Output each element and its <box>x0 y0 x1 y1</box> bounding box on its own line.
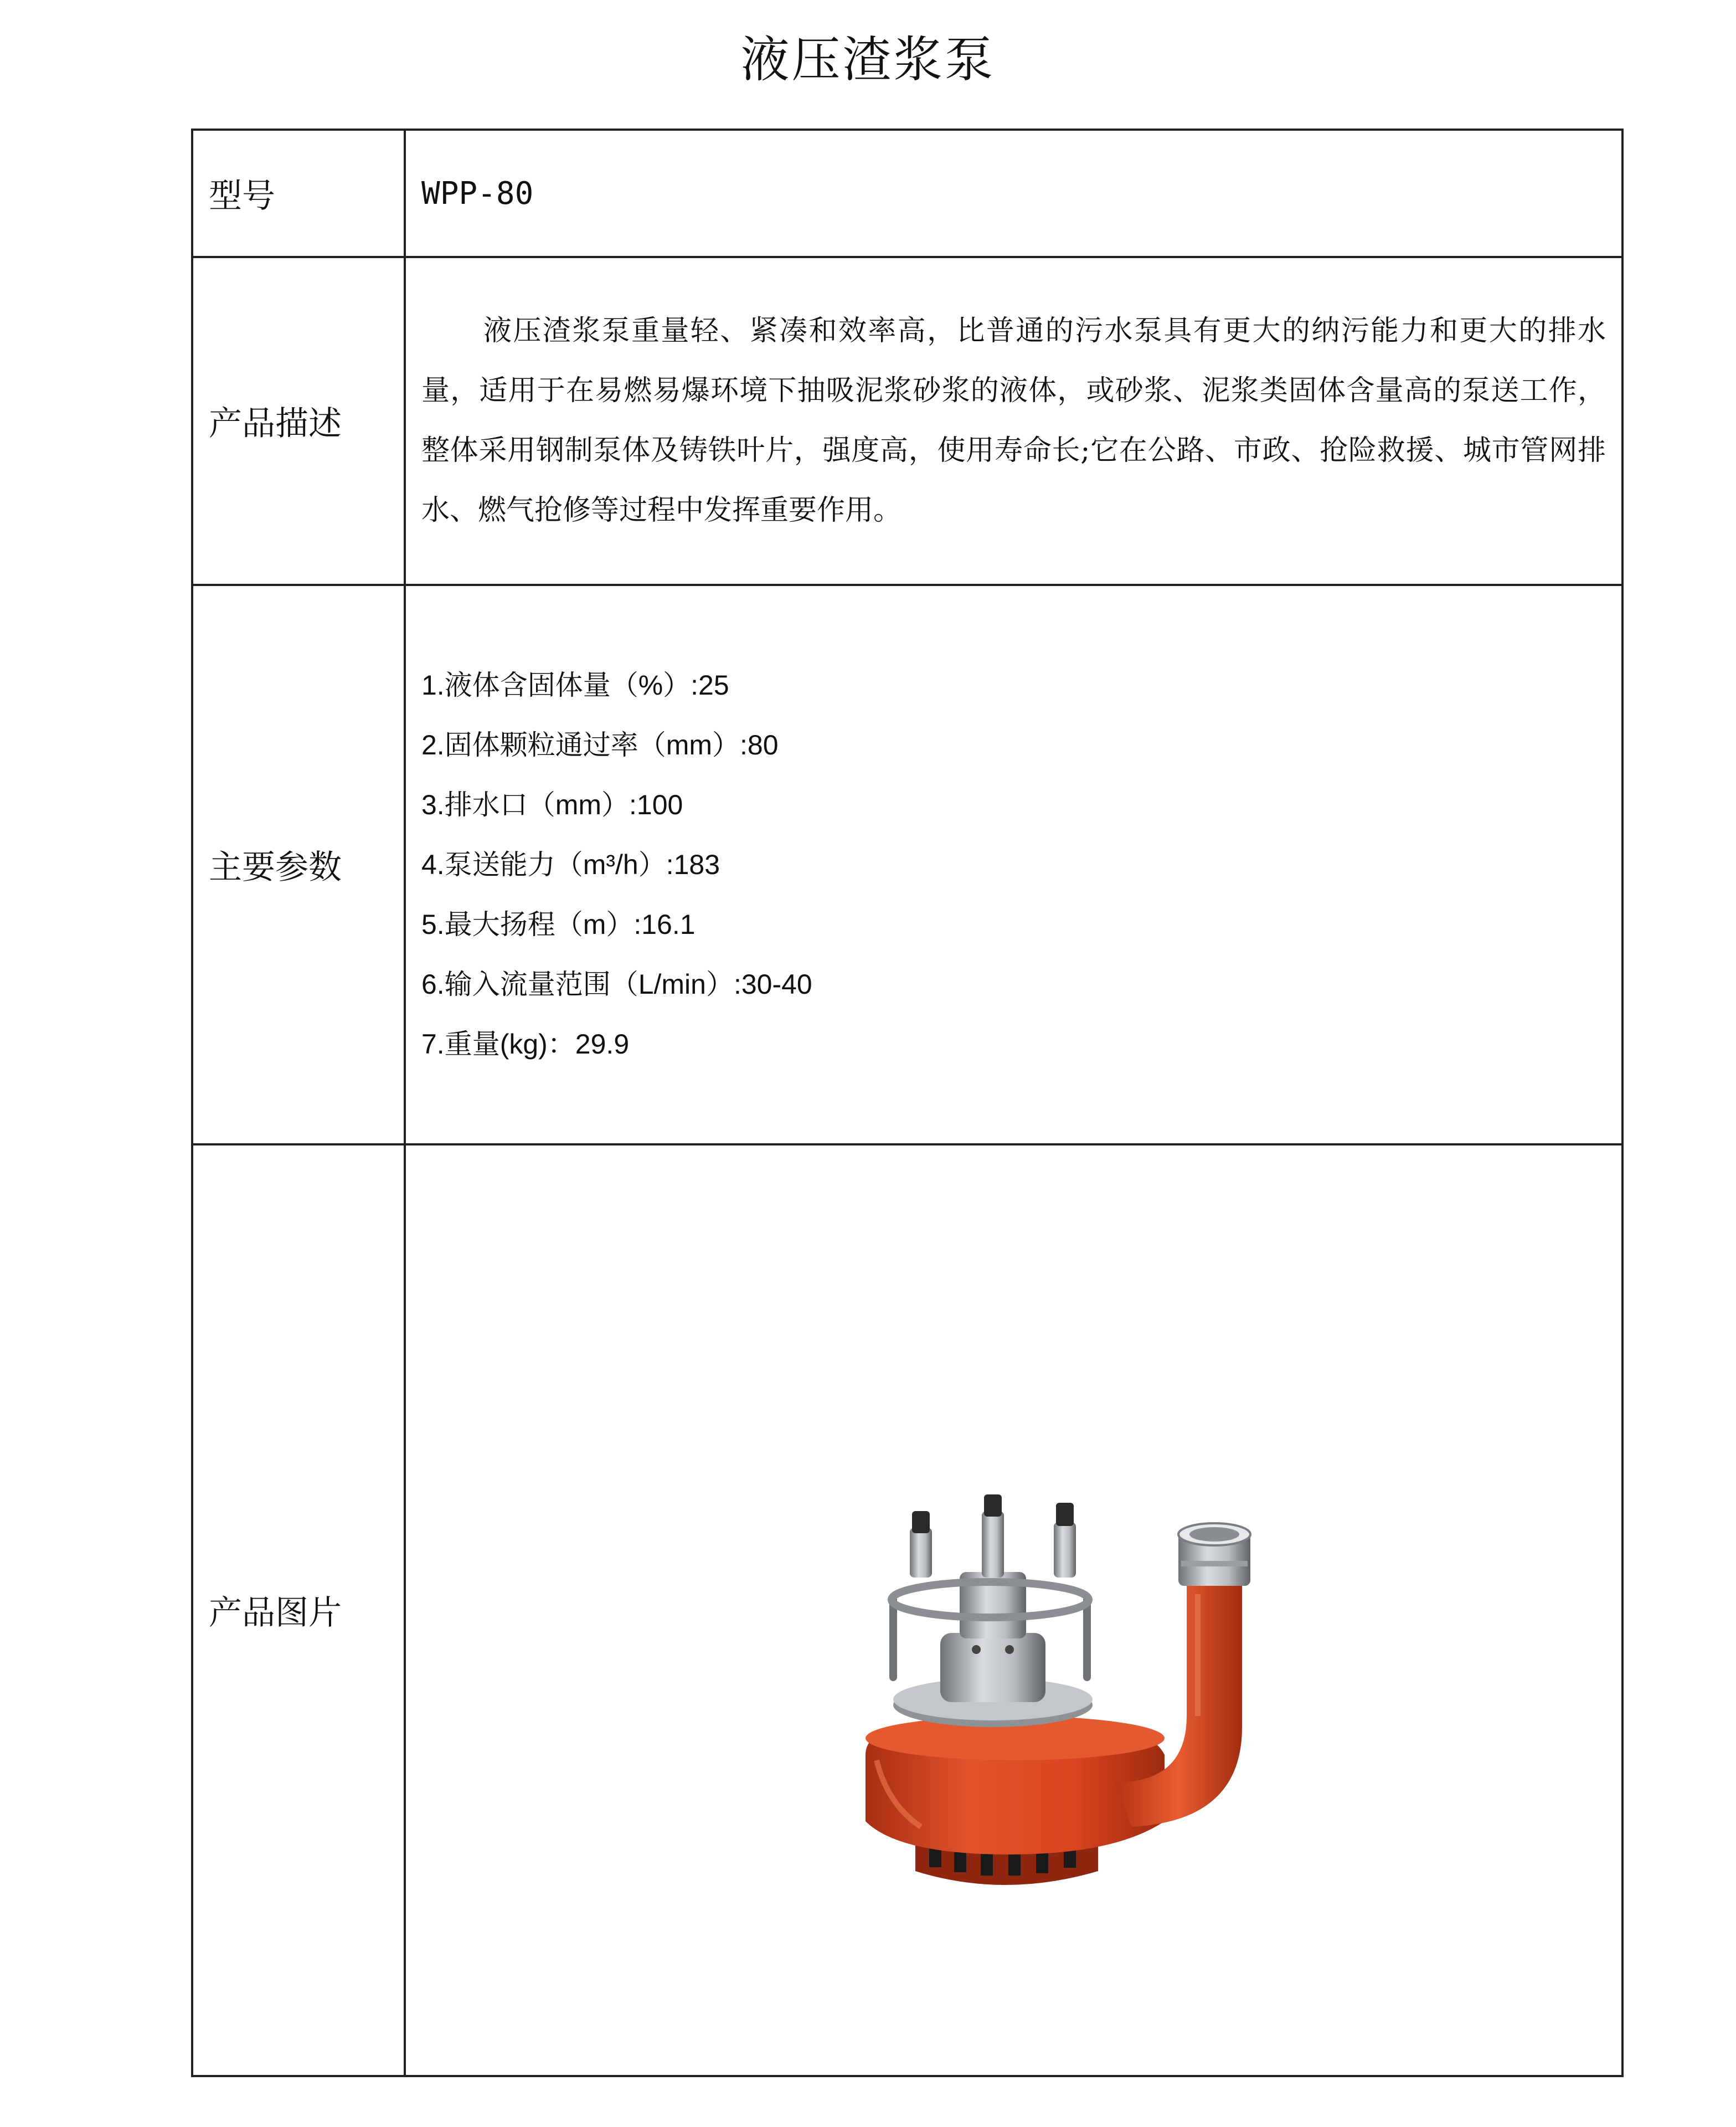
model-value-cell <box>405 130 1622 257</box>
table-row-model <box>192 130 1622 257</box>
param-item: 5.最大扬程（m）:16.1 <box>421 909 696 940</box>
image-cell <box>405 1144 1622 2076</box>
product-photo <box>854 1494 1275 1915</box>
spec-table <box>191 129 1624 2077</box>
image-label: 产品图片 <box>192 1144 405 2076</box>
param-item: 1.液体含固体量（%）:25 <box>421 670 729 701</box>
param-item: 3.排水口（mm）:100 <box>421 789 683 820</box>
param-item: 4.泵送能力（m³/h）:183 <box>421 849 720 880</box>
param-item: 7.重量(kg)：29.9 <box>421 1029 630 1060</box>
description-text: 液压渣浆泵重量轻、紧凑和效率高，比普通的污水泵具有更大的纳污能力和更大的排水量，适用于在易燃易爆环境下抽吸泥浆砂浆的液体，或砂浆、泥浆类固体含量高的泵送工作，整体采用钢制泵体及铸铁叶片，强度高，使用寿命长;它在公路、市政、抢险救援、城市管网排水、燃气抢修等过程中发挥重要作用。 <box>421 315 1606 527</box>
page-title: 液压渣浆泵 <box>740 31 996 88</box>
hydraulic-slurry-pump-icon <box>854 1494 1275 1915</box>
table-row-image <box>192 1144 1622 2076</box>
table-row-description <box>192 257 1622 585</box>
params-list <box>421 655 1606 1074</box>
model-value: WPP-80 <box>421 175 534 212</box>
description-cell <box>405 257 1622 585</box>
param-item: 2.固体颗粒通过率（mm）:80 <box>421 729 779 761</box>
params-label: 主要参数 <box>192 585 405 1144</box>
description-label: 产品描述 <box>192 257 405 585</box>
param-item: 6.输入流量范围（L/min）:30-40 <box>421 969 812 1000</box>
table-row-params <box>192 585 1622 1144</box>
params-cell <box>405 585 1622 1144</box>
model-label: 型号 <box>192 130 405 257</box>
